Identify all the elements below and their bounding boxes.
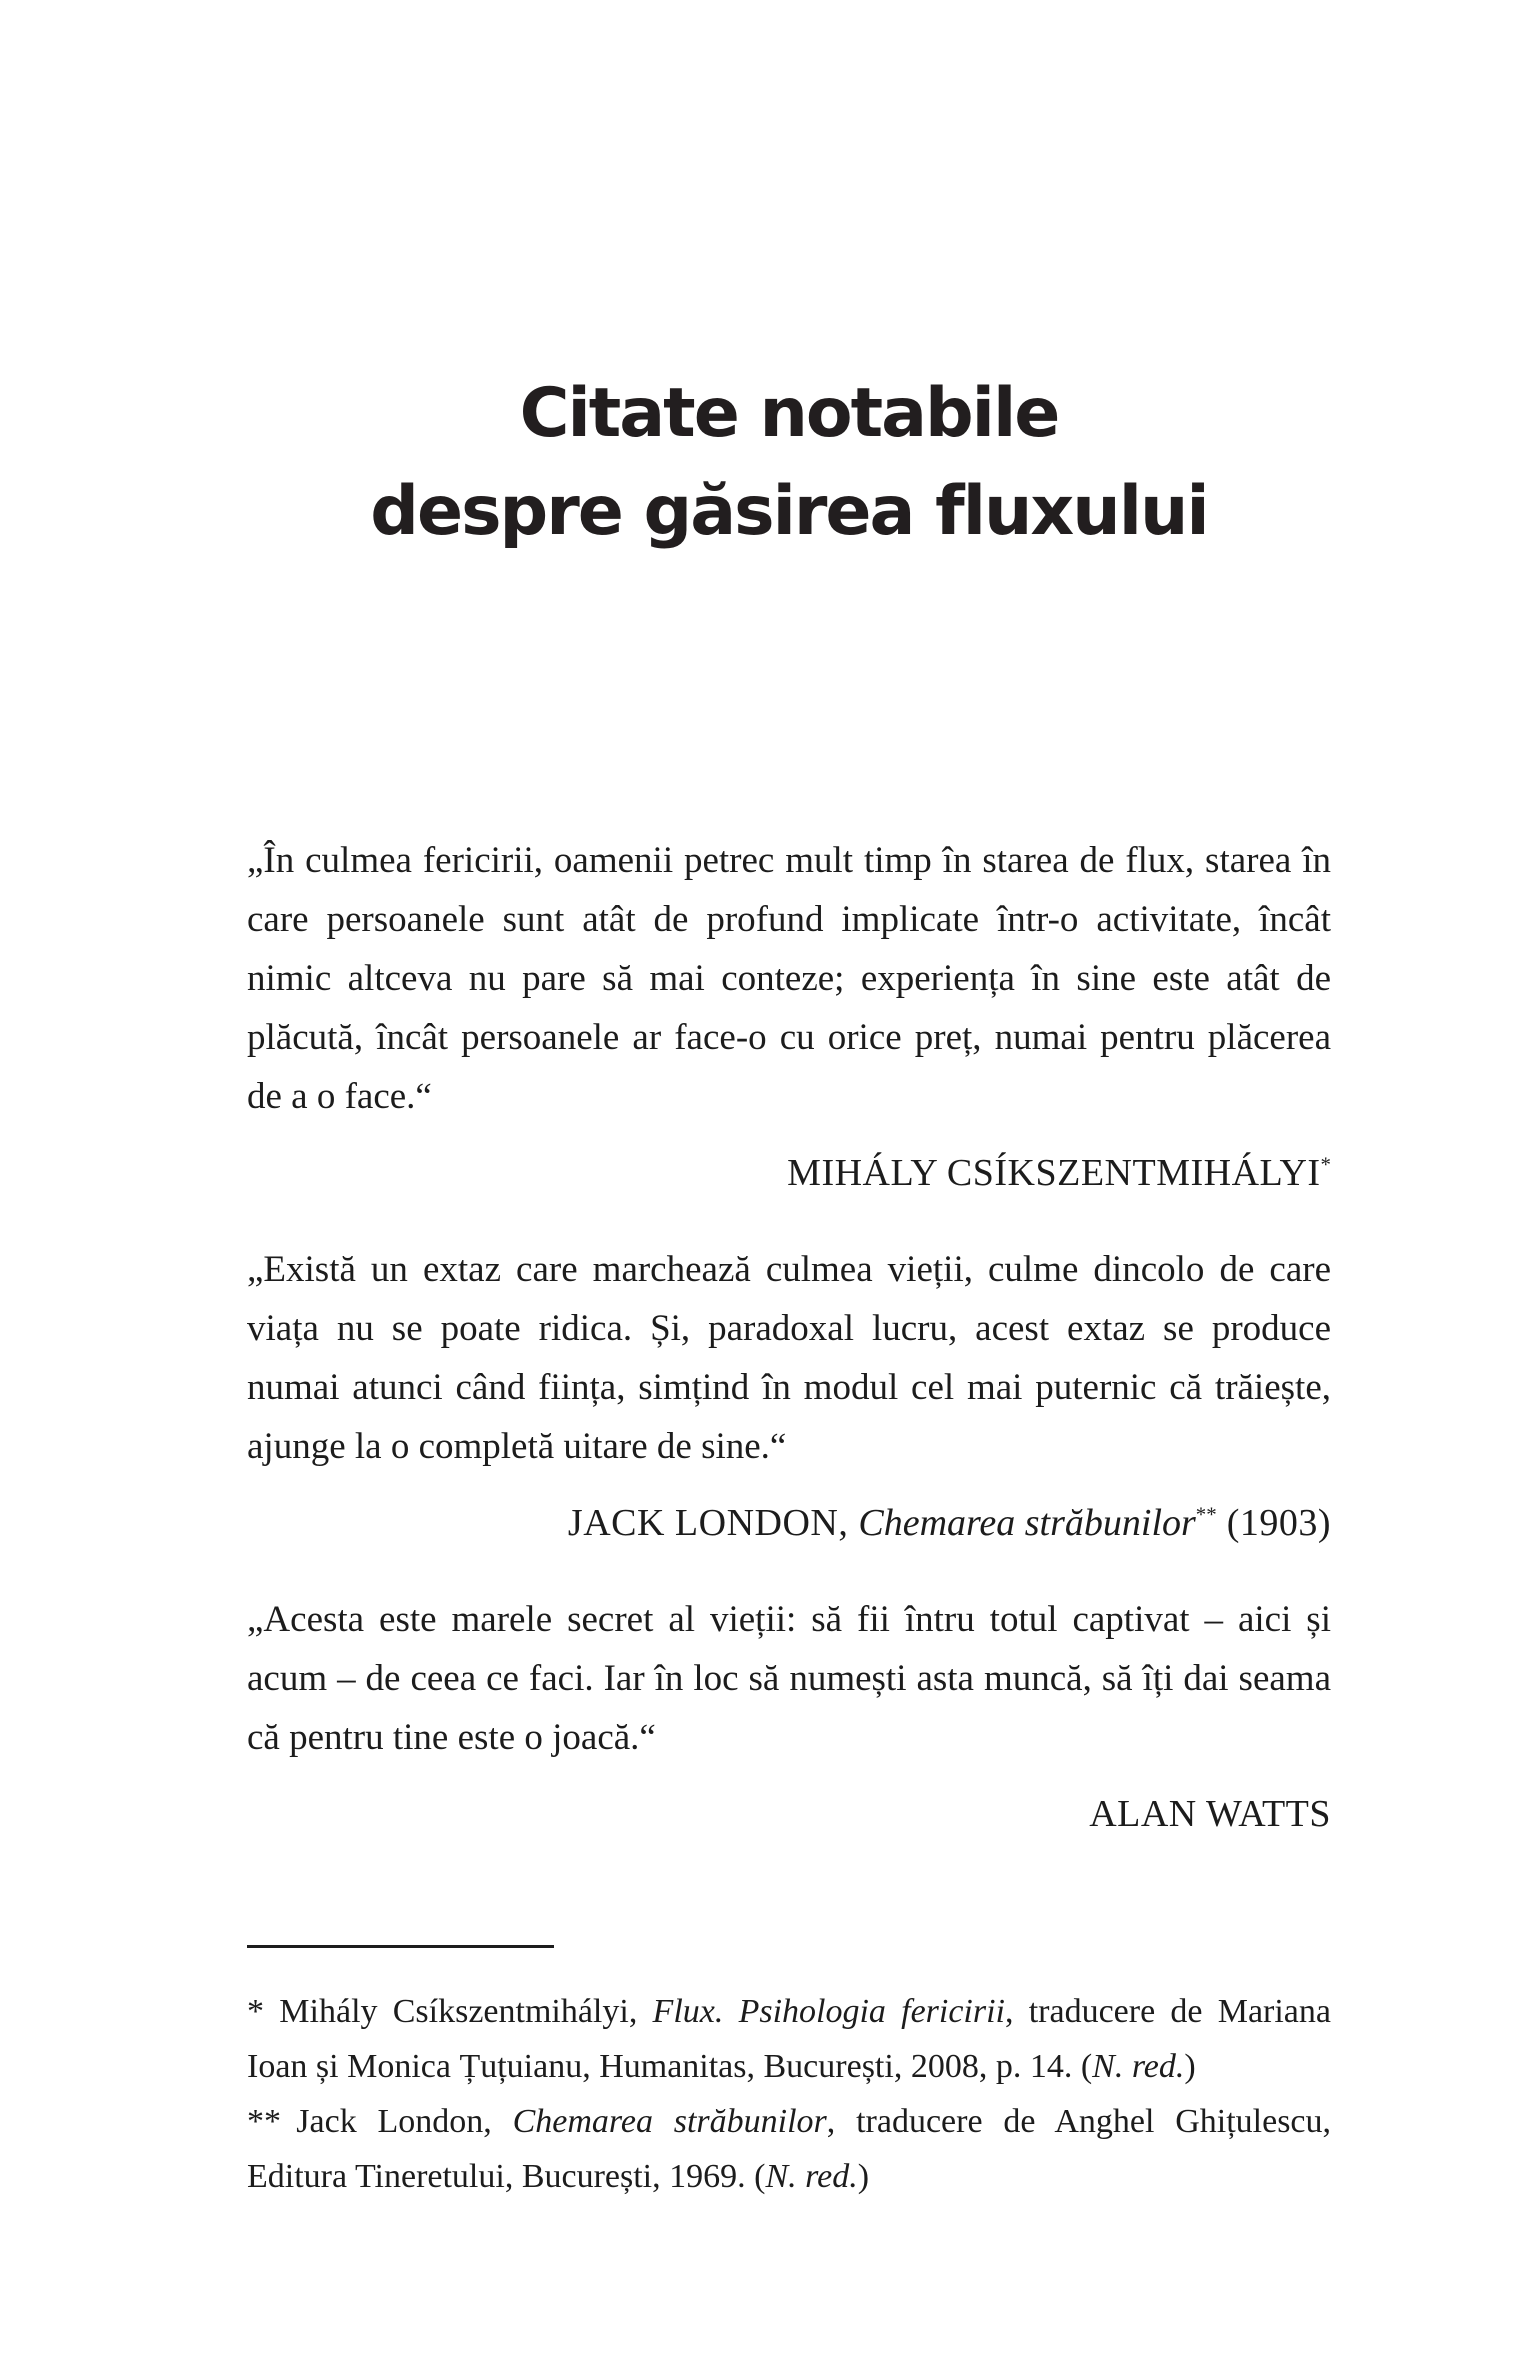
editor-note: N. red. [1092, 2048, 1185, 2085]
author-name: JACK LONDON, [567, 1502, 849, 1544]
chapter-title [247, 0, 1331, 561]
quote-attribution-watts [247, 1787, 1331, 1841]
publication-year: (1903) [1226, 1502, 1331, 1544]
footnote-text: , traducere de Anghel Ghițulescu, Editura Tineretului, București, 1969. ( [247, 2103, 1332, 2195]
page-content [247, 0, 1331, 2204]
editor-note: N. red. [765, 2158, 858, 2195]
work-title: Chemarea străbunilor [858, 1502, 1196, 1544]
author-name: ALAN WATTS [1089, 1793, 1331, 1835]
quote-attribution-london [247, 1496, 1331, 1550]
chapter-title-line1: Citate notabile [519, 374, 1059, 453]
footnote-reference-double-asterisk: ** [1195, 1502, 1217, 1527]
footnote-separator [247, 1945, 554, 1948]
footnote-london [247, 2094, 1331, 2204]
quote-text-london: „Există un extaz care marchează culmea vieții, culme dincolo de care viața nu se poate ridica. Și, paradoxal lucru, acest extaz se produce numai atunci când ființa, simțind în modul cel mai puternic că trăiește, ajunge la o completă uitare de sine.“ [247, 1249, 1331, 1467]
quote-attribution-csikszentmihalyi [247, 1146, 1331, 1200]
footnote-work-title: Chemarea străbunilor [512, 2103, 827, 2140]
quote-text-watts: „Acesta este marele secret al vieții: să fii întru totul captivat – aici și acum – de ceea ce faci. Iar în loc să numești asta muncă, să îți dai seama că pentru tine este o joacă.“ [247, 1599, 1331, 1758]
footnotes-section [247, 1984, 1331, 2204]
author-name: MIHÁLY CSÍKSZENTMIHÁLYI [787, 1152, 1321, 1194]
chapter-title-line2: despre găsirea fluxului [370, 472, 1208, 551]
footnote-text: , traducere de Mariana Ioan și Monica Țuțuianu, Humanitas, București, 2008, p. 14. ( [247, 1993, 1331, 2085]
footnote-work-title: Flux. Psihologia fericirii [652, 1993, 1006, 2030]
footnote-marker: * [247, 1993, 264, 2030]
footnote-text: Jack London, [296, 2103, 492, 2140]
footnote-csikszentmihalyi [247, 1984, 1331, 2094]
quote-text-csikszentmihalyi: „În culmea fericirii, oamenii petrec mult timp în starea de flux, starea în care persoanele sunt atât de profund implicate într-o activitate, încât nimic altceva nu pare să mai conteze; experiența în sine este atât de plăcută, încât persoanele ar face-o cu orice preț, numai pentru plăcerea de a o face.“ [247, 840, 1331, 1117]
footnote-marker: ** [247, 2103, 281, 2140]
footnote-text: ) [857, 2158, 870, 2195]
footnote-text: Mihály Csíkszentmihályi, [279, 1993, 638, 2030]
footnote-reference-asterisk: * [1320, 1152, 1331, 1177]
footnote-text: ) [1184, 2048, 1196, 2085]
